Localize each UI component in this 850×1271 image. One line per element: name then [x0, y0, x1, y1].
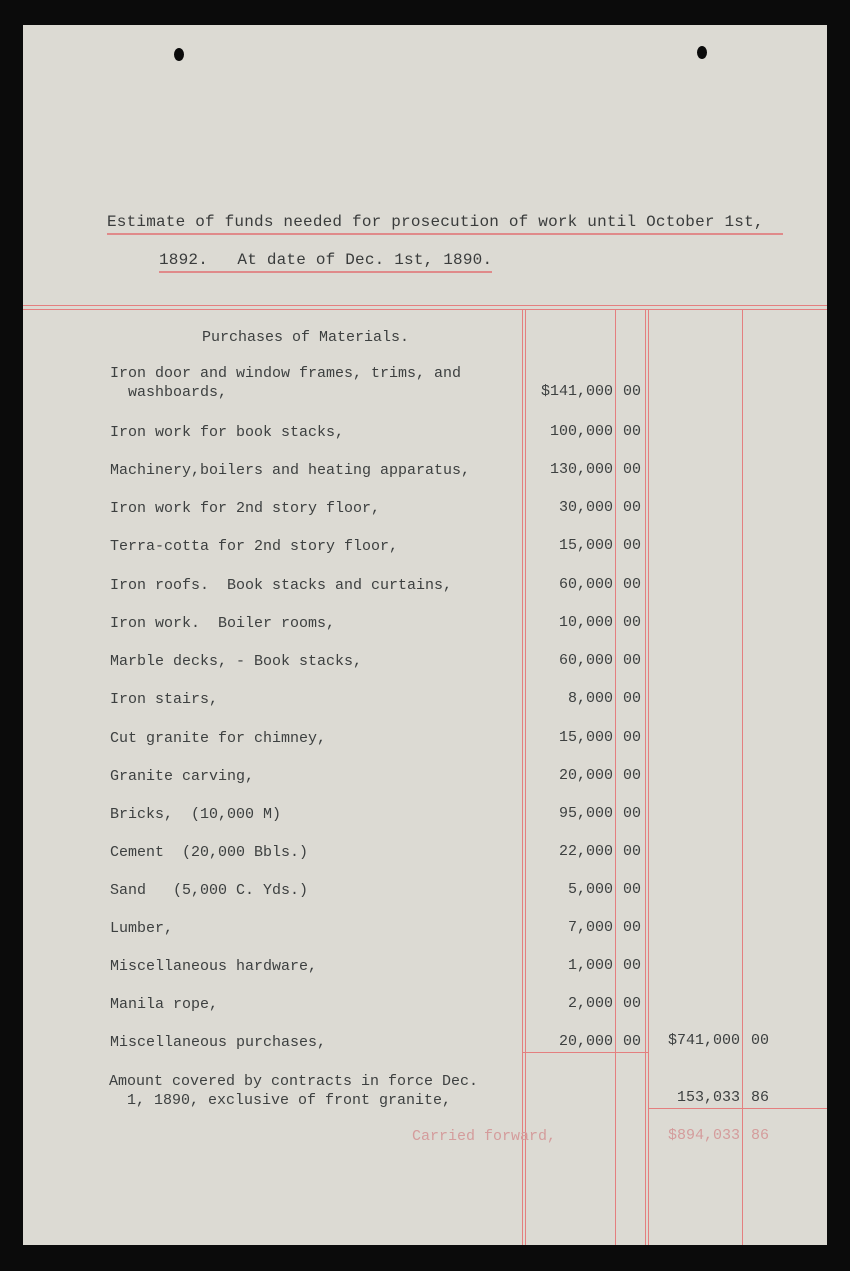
item-label: Miscellaneous hardware,	[110, 958, 318, 975]
item-dollars: 2,000	[567, 995, 613, 1012]
subtotal-cents: 00	[751, 1032, 770, 1049]
item-cents: 00	[623, 423, 642, 440]
item-cents: 00	[623, 383, 642, 400]
contracts-dollars: 153,033	[676, 1089, 740, 1106]
item-cents: 00	[623, 576, 642, 593]
item-cents: 00	[623, 919, 642, 936]
item-dollars: 20,000	[558, 767, 613, 784]
item-cents: 00	[623, 767, 642, 784]
item-label: Bricks, (10,000 M)	[110, 806, 282, 823]
item-cents: 00	[623, 881, 642, 898]
header-rule-2	[23, 309, 827, 310]
item-dollars: 20,000	[558, 1033, 613, 1050]
item-label: Iron stairs,	[110, 691, 219, 708]
item-dollars: 60,000	[558, 652, 613, 669]
column-rule	[742, 309, 743, 1245]
item-label: Granite carving,	[110, 768, 255, 785]
item-dollars: 7,000	[567, 919, 613, 936]
header-rule	[23, 305, 827, 306]
item-label: Iron work for 2nd story floor,	[110, 500, 381, 517]
contracts-label: Amount covered by contracts in force Dec. 1, 1890, exclusive of front granite,	[109, 1073, 479, 1109]
item-label: Iron roofs. Book stacks and curtains,	[110, 577, 453, 594]
item-label: Iron door and window frames, trims, and washboards,	[110, 365, 462, 401]
item-label: Miscellaneous purchases,	[110, 1034, 327, 1051]
column-rule	[522, 309, 523, 1245]
item-dollars: 15,000	[558, 729, 613, 746]
carried-forward-dollars: $894,033	[667, 1127, 740, 1144]
item-label: Iron work for book stacks,	[110, 424, 345, 441]
column-rule	[615, 309, 616, 1245]
item-label: Sand (5,000 C. Yds.)	[110, 882, 309, 899]
item-dollars: 30,000	[558, 499, 613, 516]
document-page	[23, 25, 827, 1245]
item-label: Terra-cotta for 2nd story floor,	[110, 538, 399, 555]
item-label: Lumber,	[110, 920, 174, 937]
item-dollars: $141,000	[540, 383, 613, 400]
item-dollars: 5,000	[567, 881, 613, 898]
item-dollars: 8,000	[567, 690, 613, 707]
carried-forward-label: Carried forward,	[412, 1128, 557, 1145]
item-cents: 00	[623, 614, 642, 631]
subtotal-rule	[523, 1052, 648, 1053]
item-cents: 00	[623, 461, 642, 478]
title-line-1: Estimate of funds needed for prosecution of work until October 1st,	[107, 213, 783, 235]
item-cents: 00	[623, 652, 642, 669]
carried-forward-cents: 86	[751, 1127, 770, 1144]
item-dollars: 1,000	[567, 957, 613, 974]
item-dollars: 22,000	[558, 843, 613, 860]
column-rule	[645, 309, 646, 1245]
item-cents: 00	[623, 690, 642, 707]
subtotal-dollars: $741,000	[667, 1032, 740, 1049]
item-label: Manila rope,	[110, 996, 219, 1013]
title-line-2: 1892. At date of Dec. 1st, 1890.	[159, 251, 492, 273]
total-rule	[648, 1108, 827, 1109]
item-dollars: 95,000	[558, 805, 613, 822]
item-dollars: 130,000	[549, 461, 613, 478]
item-cents: 00	[623, 805, 642, 822]
item-label: Cut granite for chimney,	[110, 730, 327, 747]
item-label: Iron work. Boiler rooms,	[110, 615, 336, 632]
item-cents: 00	[623, 957, 642, 974]
punch-hole-right	[697, 46, 707, 59]
item-cents: 00	[623, 499, 642, 516]
item-dollars: 15,000	[558, 537, 613, 554]
punch-hole-left	[174, 48, 184, 61]
section-heading: Purchases of Materials.	[202, 329, 410, 346]
item-cents: 00	[623, 537, 642, 554]
contracts-cents: 86	[751, 1089, 770, 1106]
item-label: Machinery,boilers and heating apparatus,	[110, 462, 471, 479]
item-cents: 00	[623, 729, 642, 746]
item-cents: 00	[623, 995, 642, 1012]
item-label: Marble decks, - Book stacks,	[110, 653, 363, 670]
item-dollars: 100,000	[549, 423, 613, 440]
item-cents: 00	[623, 843, 642, 860]
item-dollars: 60,000	[558, 576, 613, 593]
item-dollars: 10,000	[558, 614, 613, 631]
item-label: Cement (20,000 Bbls.)	[110, 844, 309, 861]
item-cents: 00	[623, 1033, 642, 1050]
